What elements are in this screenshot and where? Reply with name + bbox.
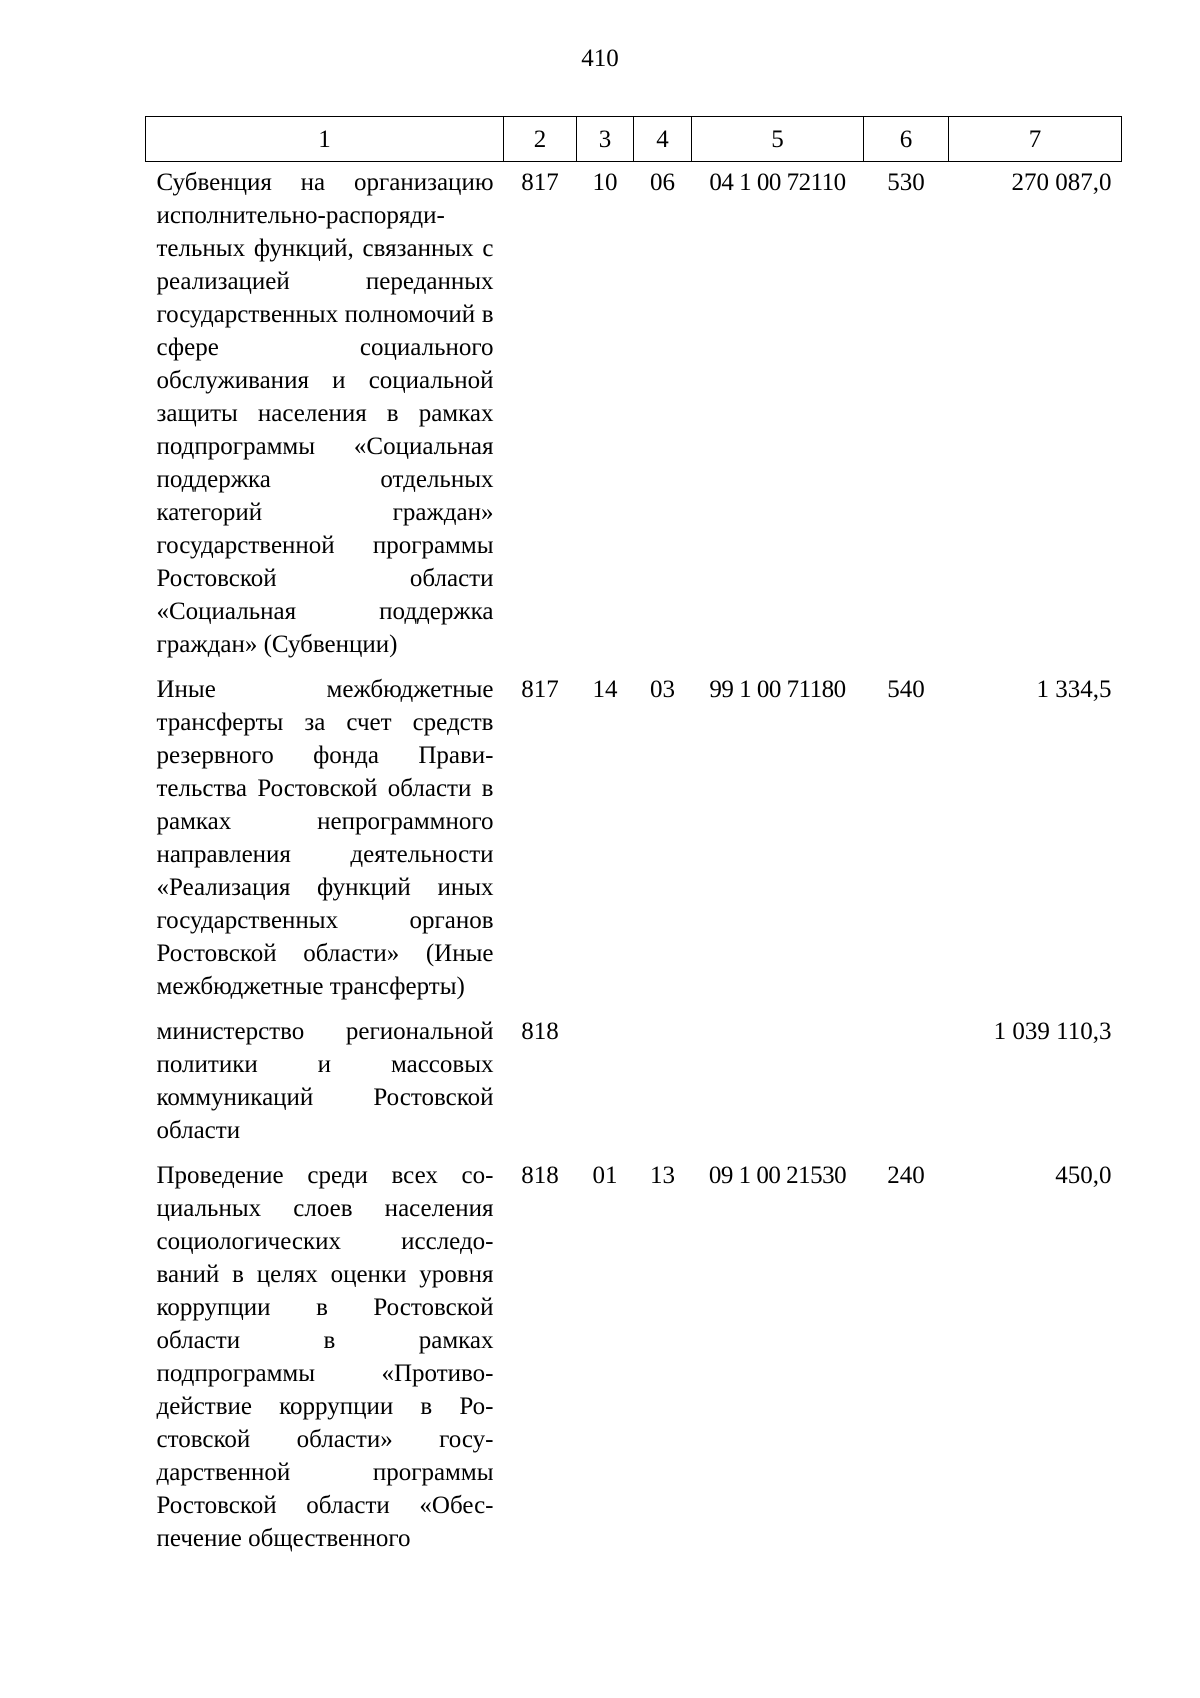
- row-subsection-code: 03: [650, 676, 675, 703]
- row-target-code: 09 1 00 21530: [708, 1162, 847, 1189]
- row-subsection-code: 06: [650, 169, 675, 196]
- header-col-6: 6: [864, 117, 949, 162]
- header-col-5: 5: [692, 117, 864, 162]
- table-row: [146, 162, 1122, 670]
- row-target-code: 99 1 00 71180: [709, 676, 846, 703]
- table-row: [146, 669, 1122, 1011]
- row-name: Субвенция на организацию исполнительно-распорядительных функций, связанных с реализацией переданных государственных полномочий в сфере социального обслуживания и социальной защиты населения в рамках подпрограммы «Социальная поддержка отдельных категорий граждан» государственной программы Ростовской области «Социальная поддержка граждан» (Субвенции): [156, 169, 494, 658]
- table-header: [146, 117, 1122, 162]
- row-name: министерство региональной политики и массовых коммуникаций Ростовской области: [156, 1018, 494, 1144]
- row-name: Проведение среди всех социальных слоев населения социологических исследований в целях оценки уровня коррупции в Ростовской области в рамках подпрограммы «Противодействие коррупции в Ростовской области» государственной программы Ростовской области «Обеспечение общественного: [156, 1162, 494, 1552]
- row-section-code: [577, 1011, 634, 1155]
- row-ministry-code: 818: [521, 1162, 559, 1189]
- header-col-4: 4: [634, 117, 692, 162]
- row-ministry-code: 817: [521, 169, 559, 196]
- row-section-code: 01: [592, 1162, 618, 1189]
- row-expense-type: 540: [887, 676, 925, 703]
- row-ministry-code: 817: [521, 676, 559, 703]
- table-row: [146, 1011, 1122, 1155]
- header-col-7: 7: [949, 117, 1122, 162]
- row-target-code: 04 1 00 72110: [709, 169, 846, 196]
- row-sum: 450,0: [1055, 1162, 1112, 1189]
- row-expense-type: 530: [887, 169, 925, 196]
- row-sum: 1 039 110,3: [993, 1018, 1112, 1045]
- header-row: [146, 117, 1122, 162]
- table-body: [146, 162, 1122, 1564]
- row-subsection-code: 13: [650, 1162, 675, 1189]
- header-col-2: 2: [504, 117, 577, 162]
- row-expense-type: [864, 1011, 949, 1155]
- header-col-1: 1: [146, 117, 504, 162]
- table-row: [146, 1155, 1122, 1563]
- row-sum: 270 087,0: [1011, 169, 1112, 196]
- row-expense-type: 240: [887, 1162, 925, 1189]
- row-name: Иные межбюджетные трансферты за счет средств резервного фонда Правительства Ростовской области в рамках непрограммного направления деятельности «Реализация функций иных государственных органов Ростовской области» (Иные межбюджетные трансферты): [156, 676, 494, 1000]
- budget-table: [145, 116, 1122, 1563]
- page-number: 410: [581, 45, 619, 72]
- row-subsection-code: [634, 1011, 692, 1155]
- row-target-code: [692, 1011, 864, 1155]
- row-ministry-code: 818: [521, 1018, 559, 1045]
- row-section-code: 10: [592, 169, 618, 196]
- header-col-3: 3: [577, 117, 634, 162]
- row-section-code: 14: [592, 676, 618, 703]
- row-sum: 1 334,5: [1036, 676, 1112, 703]
